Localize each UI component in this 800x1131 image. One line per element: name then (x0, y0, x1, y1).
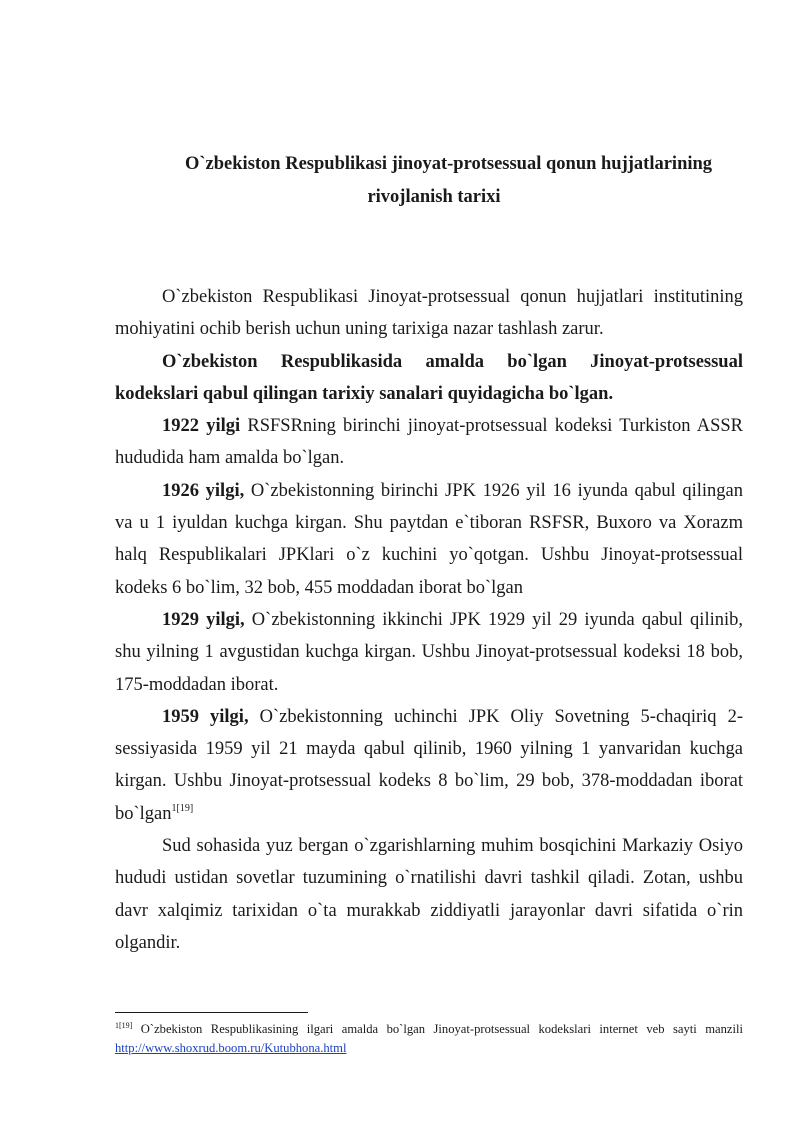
paragraph-intro (115, 281, 743, 346)
footnote (115, 1020, 743, 1057)
document-title (115, 148, 743, 214)
paragraph-intro-text: O`zbekiston Respublikasi Jinoyat-protsessual qonun hujjatlari institutining mohiyatini ochib berish uchun uning tarixiga nazar tashlash zarur. (115, 287, 743, 340)
text-1929: O`zbekistonning ikkinchi JPK 1929 yil 29 iyunda qabul qilinib, shu yilning 1 avgustidan kuchga kirgan. Ushbu Jinoyat-protsessual kodeksi 18 bob, 175-moddadan iborat. (115, 609, 743, 695)
footnote-text: O`zbekiston Respublikasining ilgari amalda bo`lgan Jinoyat-protsessual kodekslari internet veb sayti manzili (132, 1022, 743, 1036)
title-line-1: O`zbekiston Respublikasi jinoyat-protsessual qonun hujjatlarining (185, 154, 713, 174)
dates-heading-text: O`zbekiston Respublikasida amalda bo`lgan Jinoyat-protsessual kodekslari qabul qilingan tarixiy sanalari quyidagicha bo`lgan. (115, 351, 743, 404)
year-1926: 1926 yilgi, (162, 480, 245, 501)
text-1926: O`zbekistonning birinchi JPK 1926 yil 16 iyunda qabul qilingan va u 1 iyuldan kuchga kirgan. Shu paytdan e`tiboran RSFSR, Buxoro va Xorazm halq Respublikalari JPKlari o`z kuchini yo`qotgan. Ushbu Jinoyat-protsessual kodeks 6 bo`lim, 32 bob, 455 moddadan iborat bo`lgan (115, 480, 743, 598)
paragraph-dates-heading (115, 346, 743, 411)
text-1959: O`zbekistonning uchinchi JPK Oliy Sovetning 5-chaqiriq 2-sessiyasida 1959 yil 21 mayda qabul qilinib, 1960 yilning 1 yanvaridan kuchga kirgan. Ushbu Jinoyat-protsessual kodeks 8 bo`lim, 29 bob, 378-moddadan iborat bo`lgan (115, 706, 743, 824)
year-1959: 1959 yilgi, (162, 706, 249, 727)
footnote-separator (115, 1012, 308, 1013)
year-1929: 1929 yilgi, (162, 609, 245, 630)
footnote-marker: 1[19] (115, 1021, 133, 1030)
paragraph-1959 (115, 701, 743, 830)
paragraph-1926 (115, 475, 743, 604)
footnote-link[interactable]: http://www.shoxrud.boom.ru/Kutubhona.html (115, 1040, 347, 1055)
paragraph-soviet-period (115, 830, 743, 959)
document-body (115, 281, 743, 959)
title-line-2: rivojlanish tarixi (367, 187, 501, 207)
year-1922: 1922 yilgi (162, 416, 241, 437)
text-1922: RSFSRning birinchi jinoyat-protsessual kodeksi Turkiston ASSR hududida ham amalda bo`lgan. (115, 416, 744, 469)
paragraph-1929 (115, 604, 743, 701)
soviet-period-text: Sud sohasida yuz bergan o`zgarishlarning muhim bosqichini Markaziy Osiyo hududi ustidan sovetlar tuzumining o`rnatilishi davri tashkil qiladi. Zotan, ushbu davr xalqimiz tarixidan o`ta murakkab ziddiyatli jarayonlar davri sifatida o`rin olgandir. (115, 836, 743, 953)
paragraph-1922 (115, 410, 743, 475)
footnote-reference[interactable]: 1[19] (171, 802, 194, 814)
